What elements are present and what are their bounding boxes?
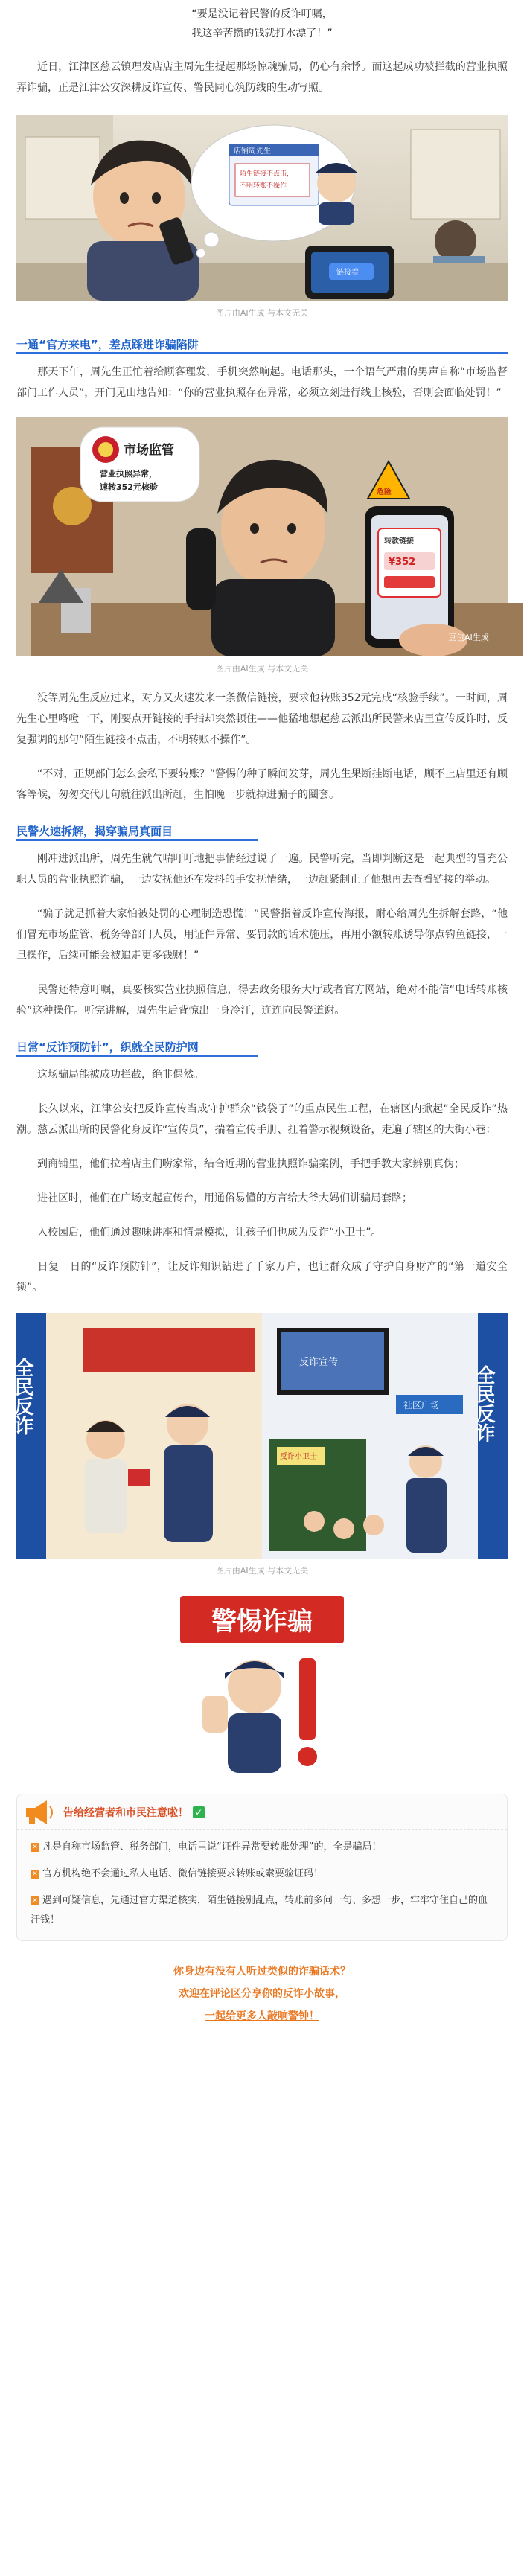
x-bullet-icon: ✕ (31, 1896, 39, 1905)
section2-paragraph3 (0, 979, 524, 1021)
notice-item-text: 凡是自称市场监管、税务部门，电话里说“证件异常要转账处理”的，全是骗局！ (42, 1841, 382, 1853)
section1-heading (16, 333, 508, 356)
section1-paragraph3-text: “不对，正规部门怎么会私下要转账？”警惕的种子瞬间发芽，周先生果断挂断电话，顾不上店里还有顾客等候，匆匆交代几句就往派出所赶，生怕晚一步就掉进骗子的圈套。 (16, 768, 508, 801)
section3-paragraph2 (0, 1099, 524, 1140)
warning-banner-text: 警惕诈骗 (211, 1607, 313, 1637)
check-icon: ✓ (193, 1806, 205, 1818)
section1-paragraph1-text: 那天下午，周先生正忙着给顾客理发，手机突然响起。电话那头，一个语气严肃的男声自称“市场监督部门工作人员”，开门见山地告知：“你的营业执照存在异常，必须立刻进行线上核验，否则会面临处罚！” (16, 366, 508, 399)
bottom-spacer (0, 2027, 524, 2057)
section2-paragraph3-text: 民警还特意叮嘱，真要核实营业执照信息，得去政务服务大厅或者官方网站，绝对不能信“电话转账核验”这种操作。听完讲解，周先生后背惊出一身冷汗，连连向民警道谢。 (16, 984, 508, 1017)
notice-item (17, 1857, 507, 1884)
danger-sign-text: 危险 (377, 488, 392, 496)
link-button-text: 链接看 (336, 269, 359, 277)
footer-line3: 一起给更多人敲响警钟！ (205, 2010, 319, 2022)
image2-caption: 图片由AI生成 与本文无关 (215, 664, 309, 674)
popup-line1-text: 陌生链接不点击， (240, 170, 294, 178)
section2-heading-text: 民警火速拆解，揭穿骗局真面目 (16, 825, 173, 838)
section3-paragraph1 (0, 1064, 524, 1085)
intro-paragraph-text: 近日，江津区慈云镇理发店店主周先生提起那场惊魂骗局，仍心有余悸。而这起成功被拦截的营业执照弄诈骗，正是江津公安深耕反诈宣传、警民同心筑防线的生动写照。 (16, 61, 508, 94)
outreach-scene-image (11, 1313, 508, 1559)
section3-paragraph2-text: 长久以来，江津公安把反诈宣传当成守护群众“钱袋子”的重点民生工程，在辖区内掀起“全民反诈”热潮。慈云派出所的民警化身反诈“宣传员”，揣着宣传手册、扛着警示视频设备，走遍了辖区的大街小巷： (16, 1103, 508, 1136)
right-banner-text: 全民反诈 (473, 1365, 495, 1442)
section3-paragraph3 (0, 1154, 524, 1174)
notice-header (17, 1794, 507, 1830)
notice-title: 告给经营者和市民注意啦！ (63, 1806, 188, 1819)
notice-item (17, 1830, 507, 1857)
section3-paragraph4 (0, 1188, 524, 1209)
phone-title-text: 转款链接 (384, 537, 414, 546)
section3-paragraph6-text: 日复一日的“反诈预防针”，让反诈知识钻进了千家万户，也让群众成了守护自身财产的“第一道安全锁”。 (16, 1261, 508, 1294)
intro-quote (0, 0, 524, 43)
x-bullet-icon: ✕ (31, 1870, 39, 1879)
intro-paragraph (0, 57, 524, 98)
notice-item-text: 遇到可疑信息，先通过官方渠道核实，陌生链接别乱点，转账前多问一句、多想一步，牢牢守住自己的血汗钱！ (31, 1895, 488, 1925)
image1-caption: 图片由AI生成 与本文无关 (215, 308, 309, 318)
warning-banner-illustration (173, 1591, 351, 1777)
section2-heading (16, 820, 508, 843)
bubble-title-text: 市场监管 (124, 443, 174, 458)
kid-sign-text: 反诈小卫士 (280, 1453, 317, 1461)
section1-paragraph2-text: 没等周先生反应过来，对方又火速发来一条微信链接，要求他转账352元完成“核验手续”。一时间，周先生心里咯噔一下，刚要点开链接的手指却突然顿住——他猛地想起慈云派出所民警来店里宣传反诈时，反复强调的那句“陌生链接不点击，不明转账不操作”。 (16, 692, 508, 746)
footer-line2: 欢迎在评论区分享你的反诈小故事， (179, 1988, 345, 2000)
section1-paragraph2 (0, 688, 524, 750)
section1-paragraph1 (0, 362, 524, 403)
phone-amount-text: ¥352 (389, 557, 416, 568)
image3-caption: 图片由AI生成 与本文无关 (215, 1566, 309, 1576)
outreach-illustration (11, 1313, 508, 1559)
barber-scene-image (16, 115, 508, 301)
board-label-text: 社区广场 (403, 1400, 440, 1410)
intro-quote-line2: 我这辛苦攒的钱就打水漂了！” (191, 28, 333, 39)
section3-paragraph4-text: 进社区时，他们在广场支起宣传台，用通俗易懂的方言给大爷大妈们讲骗局套路； (37, 1192, 412, 1204)
ai-watermark-text: 豆包AI生成 (448, 633, 489, 642)
section3-paragraph1-text: 这场骗局能被成功拦截，绝非偶然。 (37, 1069, 204, 1081)
section3-heading-text: 日常“反诈预防针”，织就全民防护网 (16, 1041, 199, 1054)
left-banner-text: 全民反诈 (11, 1358, 33, 1435)
popup-line2-text: 不明转账不操作 (240, 182, 287, 190)
warning-police-image (173, 1591, 351, 1777)
footer-line1: 你身边有没有人听过类似的诈骗话术？ (173, 1966, 351, 1978)
phone-call-scene-image (16, 417, 508, 656)
section1-heading-text: 一通“官方来电”，差点踩进诈骗陷阱 (16, 338, 199, 351)
popup-title-text: 店铺周先生 (234, 147, 271, 156)
intro-quote-line1: “要是没记着民警的反诈叮嘱， (191, 8, 333, 20)
barber-illustration (16, 115, 508, 301)
notice-box (16, 1794, 508, 1941)
section2-paragraph1-text: 刚冲进派出所，周先生就气喘吁吁地把事情经过说了一遍。民警听完，当即判断这是一起典型的冒充公职人员的营业执照诈骗，一边安抚他还在发抖的手安抚情绪，一边赶紧制止了他想再去查看链接的举动。 (16, 853, 508, 886)
section2-paragraph2 (0, 904, 524, 966)
notice-item-text: 官方机构绝不会通过私人电话、微信链接要求转账或索要验证码！ (42, 1868, 324, 1879)
section3-paragraph6 (0, 1256, 524, 1298)
section2-paragraph2-text: “骗子就是抓着大家怕被处罚的心理制造恐慌！”民警指着反诈宣传海报，耐心给周先生拆解套路，“他们冒充市场监管、税务等部门人员，用证件异常、要罚款的话术施压，再用小额转账诱导你点钓鱼链接，一旦操作，后续可能会被追走更多钱财！” (16, 908, 508, 962)
section1-paragraph3 (0, 764, 524, 805)
megaphone-icon (22, 1797, 56, 1827)
screen-text: 反诈宣传 (299, 1357, 339, 1368)
phone-call-illustration (16, 417, 508, 656)
section3-paragraph5-text: 入校园后，他们通过趣味讲座和情景模拟，让孩子们也成为反诈“小卫士”。 (37, 1227, 382, 1239)
section3-paragraph5 (0, 1222, 524, 1243)
x-bullet-icon: ✕ (31, 1843, 39, 1852)
bubble-line2-text: 速转352元核验 (100, 482, 158, 492)
footer-callout (0, 1960, 524, 2027)
section3-paragraph3-text: 到商铺里，他们拉着店主们唠家常，结合近期的营业执照诈骗案例，手把手教大家辨别真伪； (37, 1158, 464, 1170)
bubble-line1-text: 营业执照异常， (100, 469, 157, 479)
notice-item (17, 1884, 507, 1940)
section2-paragraph1 (0, 848, 524, 890)
section3-heading (16, 1036, 508, 1058)
